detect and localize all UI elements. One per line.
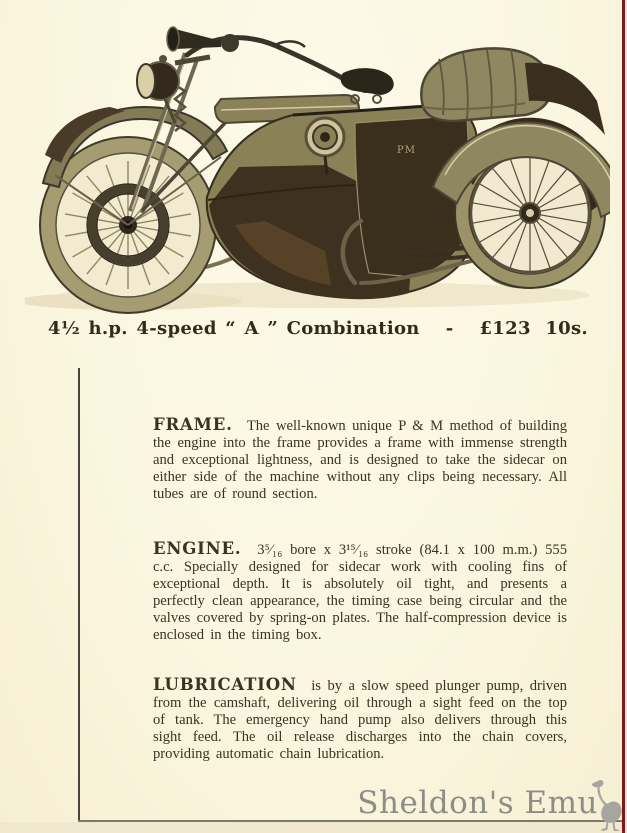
model-name: 4½ h.p. 4-speed “ A ” Combination [48, 318, 420, 339]
section-body: 3⁵⁄₁₆ bore x 3¹⁵⁄₁₆ stroke (84.1 x 100 m.m.) 555 c.c. Specially designed for sidecar work with cooling fins of exceptional depth. It is absolutely oil tight, and presents a perfectly clean appearance, the timing case being circular and the valves covered by spring-on plates. The half-compression device is enclosed in the timing box. [153, 542, 567, 643]
section-engine [153, 541, 567, 643]
section-body: The well-known unique P & M method of building the engine into the frame provides a frame with immense strength and exceptional lightness, and is designed to take the sidecar on either side of the machine without any clips being necessary. All tubes are of round section. [153, 418, 567, 502]
page-bottom-strip [0, 822, 627, 833]
sidecar-monogram: PM [397, 145, 416, 156]
left-rule [78, 368, 80, 821]
caption-separator: - [445, 318, 454, 339]
combination-illustration [25, 15, 610, 315]
watermark-text: Sheldon's Emu [357, 785, 598, 821]
section-frame [153, 417, 567, 503]
emu-icon [590, 779, 625, 831]
watermark [0, 785, 598, 821]
section-heading: LUBRICATION [153, 675, 297, 694]
section-heading: FRAME. [153, 415, 233, 434]
section-body: is by a slow speed plunger pump, driven from the camshaft, delivering oil through a sight feed on the top of tank. The emergency hand pump also delivers through this sight feed. The oil release discharges into the chain covers, providing automatic chain lubrication. [153, 678, 567, 762]
horn [167, 27, 239, 52]
price: £123 10s. [479, 318, 588, 339]
section-lubrication [153, 677, 567, 763]
section-heading: ENGINE. [153, 539, 242, 558]
caption [48, 318, 588, 339]
